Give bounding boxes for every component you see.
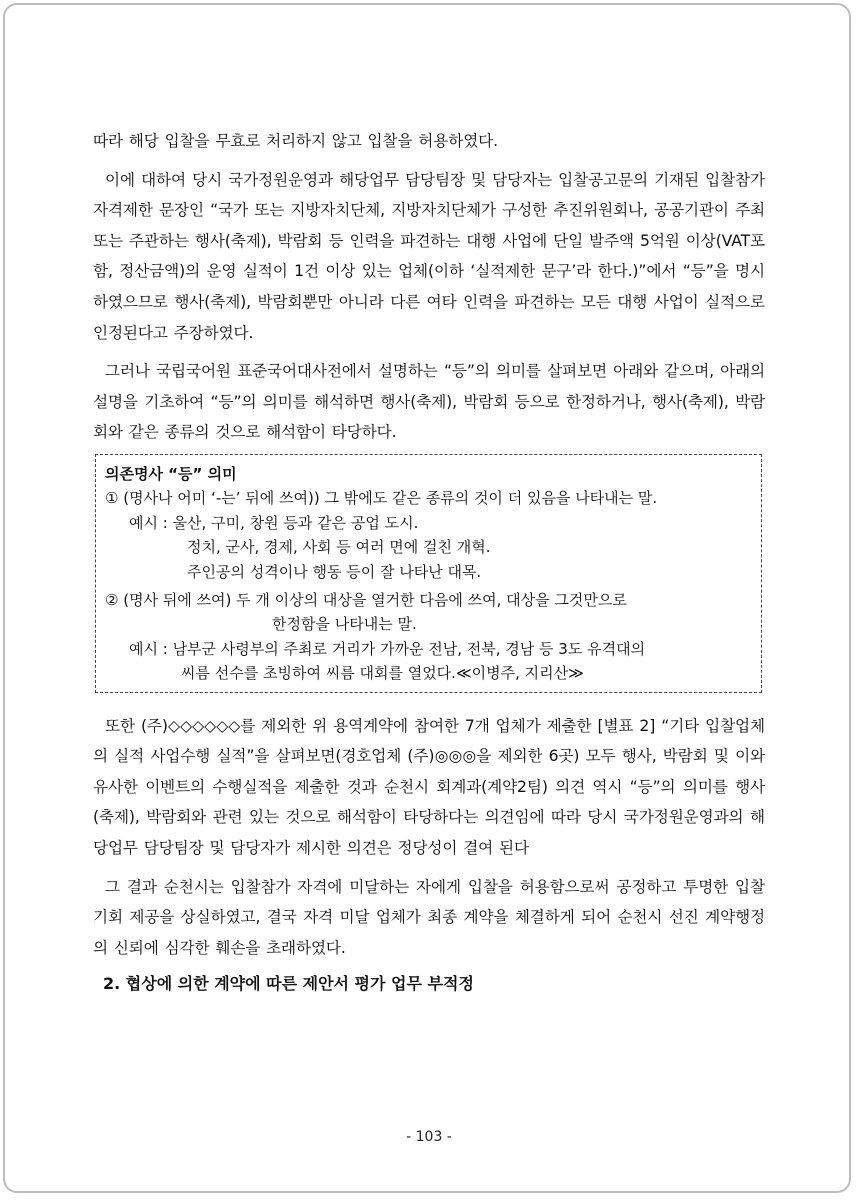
definition-title: 의존명사 “등” 의미: [105, 464, 237, 483]
definition-item-2-continuation: 한정함을 나타내는 말.: [272, 615, 417, 634]
definition-1-example-2: 정치, 군사, 경제, 사회 등 여러 면에 걸친 개혁.: [187, 538, 491, 557]
paragraph-dictionary-reference: 그러나 국립국어원 표준국어대사전에서 설명하는 “등”의 의미를 살펴보면 아래와 같으며, 아래의 설명을 기초하여 “등”의 의미를 해석하면 행사(축제), 박람회 등으로 한정하거나, 행사(축제), 박람회와 같은 종류의 것으로 해석함이 타당하다.: [93, 362, 765, 442]
paragraph-claim: 이에 대하여 당시 국가정원운영과 해당업무 담당팀장 및 담당자는 입찰공고문의 기재된 입찰참가 자격제한 문장인 “국가 또는 지방자치단체, 지방자치단체가 구성한 추진위원회나, 공공기관이 주최 또는 주관하는 행사(축제), 박람회 등 인력을 파견하는 대행 사업에 단일 발주액 5억원 이상(VAT포함, 정산금액)의 운영 실적이 1건 이상 있는 업체(이하 ‘실적제한 문구’라 한다.)”에서 “등”을 명시하였으므로 행사(축제), 박람회뿐만 아니라 다른 여타 인력을 파견하는 모든 대행 사업이 실적으로 인정된다고 주장하였다.: [93, 170, 765, 342]
paragraph-conclusion: 그 결과 순천시는 입찰참가 자격에 미달하는 자에게 입찰을 허용함으로써 공정하고 투명한 입찰기회 제공을 상실하였고, 결국 자격 미달 업체가 최종 계약을 체결하게 되어 순천시 선진 계약행정의 신뢰에 심각한 훼손을 초래하였다.: [93, 877, 765, 957]
page-number: - 103 -: [406, 1129, 452, 1145]
paragraph-continuation: 따라 해당 입찰을 무효로 처리하지 않고 입찰을 허용하였다.: [93, 132, 498, 150]
definition-item-2: ② (명사 뒤에 쓰여) 두 개 이상의 대상을 열거한 다음에 쓰여, 대상을 그것만으로: [105, 590, 627, 609]
definition-2-example-2: 씨름 선수를 초빙하여 씨름 대회를 열었다.≪이병주, 지리산≫: [181, 664, 584, 683]
document-body: [93, 126, 765, 999]
definition-2-example-1: 예시 : 남부군 사령부의 주최로 거리가 가까운 전남, 전북, 경남 등 3도 유격대의: [129, 639, 646, 658]
definition-item-1: ① (명사나 어미 ‘-는’ 뒤에 쓰여)) 그 밖에도 같은 종류의 것이 더 있음을 나타내는 말.: [105, 489, 658, 508]
paragraph-other-bidders: 또한 (주)◇◇◇◇◇◇를 제외한 위 용역계약에 참여한 7개 업체가 제출한 [별표 2] “기타 입찰업체의 실적 사업수행 실적”을 살펴보면(경호업체 (주)◎◎◎을 제외한 6곳) 모두 행사, 박람회 및 이와 유사한 이벤트의 수행실적을 제출한 것과 순천시 회계과(계약2팀) 의견 역시 “등”의 의미를 행사(축제), 박람회와 관련 있는 것으로 해석함이 타당하다는 의견임에 따라 당시 국가정원운영과의 해당업무 담당팀장 및 담당자가 제시한 의견은 정당성이 결여 된다: [93, 716, 765, 857]
definition-box: [95, 454, 762, 693]
definition-1-example-3: 주인공의 성격이나 행동 등이 잘 나타난 대목.: [187, 562, 482, 581]
definition-1-example-1: 예시 : 울산, 구미, 창원 등과 같은 공업 도시.: [129, 513, 419, 532]
section-heading: 2. 협상에 의한 계약에 따른 제안서 평가 업무 부적정: [103, 974, 474, 994]
